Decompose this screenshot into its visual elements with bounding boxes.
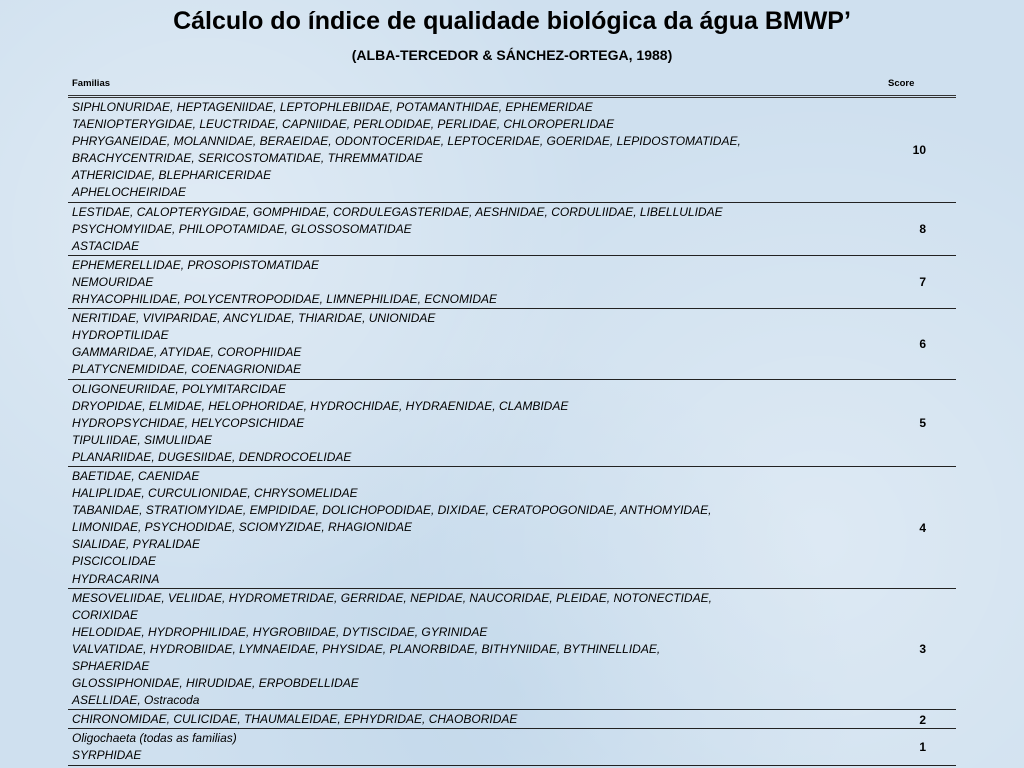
family-line: HYDROPSYCHIDAE, HELYCOPSICHIDAE bbox=[72, 415, 305, 430]
table-row-score-5 bbox=[68, 381, 956, 467]
page-title: Cálculo do índice de qualidade biológica da água BMWP’ bbox=[173, 7, 851, 35]
family-line: CHIRONOMIDAE, CULICIDAE, THAUMALEIDAE, EPHYDRIDAE, CHAOBORIDAE bbox=[72, 712, 518, 727]
table-row-score-2 bbox=[68, 711, 956, 729]
family-list bbox=[68, 204, 892, 255]
family-list bbox=[68, 711, 892, 728]
bmwp-table bbox=[68, 95, 956, 766]
family-line bbox=[72, 692, 892, 709]
score-value: 3 bbox=[919, 642, 926, 657]
table-row-score-1 bbox=[68, 730, 956, 765]
family-line: RHYACOPHILIDAE, POLYCENTROPODIDAE, LIMNEPHILIDAE, ECNOMIDAE bbox=[72, 292, 497, 307]
score-value: 2 bbox=[919, 712, 926, 727]
table-row-score-6 bbox=[68, 310, 956, 379]
family-line: PSYCHOMYIIDAE, PHILOPOTAMIDAE, GLOSSOSOMATIDAE bbox=[72, 221, 412, 236]
page-subtitle: (ALBA-TERCEDOR & SÁNCHEZ-ORTEGA, 1988) bbox=[351, 47, 673, 63]
family-line: GLOSSIPHONIDAE, HIRUDIDAE, ERPOBDELLIDAE bbox=[72, 676, 359, 691]
score-value: 7 bbox=[919, 275, 926, 290]
family-line: ASTACIDAE bbox=[72, 238, 140, 253]
family-line: BRACHYCENTRIDAE, SERICOSTOMATIDAE, THREMMATIDAE bbox=[72, 151, 423, 166]
table-row-score-4 bbox=[68, 468, 956, 589]
column-header-families: Familias bbox=[72, 78, 111, 89]
score-value: 4 bbox=[919, 520, 926, 535]
family-list bbox=[68, 468, 892, 588]
family-line: NERITIDAE, VIVIPARIDAE, ANCYLIDAE, THIARIDAE, UNIONIDAE bbox=[72, 311, 436, 326]
score-value: 6 bbox=[919, 337, 926, 352]
family-line: APHELOCHEIRIDAE bbox=[72, 185, 187, 200]
family-line: CORIXIDAE bbox=[72, 607, 139, 622]
table-row-score-8 bbox=[68, 204, 956, 256]
family-line: PLATYCNEMIDIDAE, COENAGRIONIDAE bbox=[72, 362, 302, 377]
score-value: 8 bbox=[919, 222, 926, 237]
species-name: Ostracoda bbox=[144, 693, 200, 708]
family-line: HALIPLIDAE, CURCULIONIDAE, CHRYSOMELIDAE bbox=[72, 486, 358, 501]
table-row-score-3 bbox=[68, 590, 956, 711]
family-line: SYRPHIDAE bbox=[72, 748, 142, 763]
family-line: VALVATIDAE, HYDROBIIDAE, LYMNAEIDAE, PHYSIDAE, PLANORBIDAE, BITHYNIIDAE, BYTHINELLIDAE, bbox=[72, 641, 661, 656]
family-line: BAETIDAE, CAENIDAE bbox=[72, 468, 200, 483]
family-name: ASELLIDAE, bbox=[72, 693, 145, 708]
table-row-score-10 bbox=[68, 99, 956, 203]
family-list bbox=[68, 310, 892, 378]
score-value: 10 bbox=[912, 143, 926, 158]
family-list bbox=[68, 730, 892, 764]
family-line: DRYOPIDAE, ELMIDAE, HELOPHORIDAE, HYDROCHIDAE, HYDRAENIDAE, CLAMBIDAE bbox=[72, 398, 569, 413]
family-line: HYDROPTILIDAE bbox=[72, 328, 169, 343]
family-line: SIALIDAE, PYRALIDAE bbox=[72, 537, 201, 552]
family-line: PLANARIIDAE, DUGESIIDAE, DENDROCOELIDAE bbox=[72, 449, 352, 464]
family-line: OLIGONEURIIDAE, POLYMITARCIDAE bbox=[72, 381, 287, 396]
family-list bbox=[68, 381, 892, 466]
family-line: ATHERICIDAE, BLEPHARICERIDAE bbox=[72, 168, 272, 183]
family-line: Oligochaeta (todas as familias) bbox=[72, 731, 237, 746]
family-line: MESOVELIIDAE, VELIIDAE, HYDROMETRIDAE, GERRIDAE, NEPIDAE, NAUCORIDAE, PLEIDAE, NOTONECTIDAE, bbox=[72, 590, 712, 605]
family-line: LESTIDAE, CALOPTERYGIDAE, GOMPHIDAE, CORDULEGASTERIDAE, AESHNIDAE, CORDULIIDAE, LIBELLULIDAE bbox=[72, 204, 723, 219]
column-header-score: Score bbox=[888, 78, 915, 89]
family-line: PHRYGANEIDAE, MOLANNIDAE, BERAEIDAE, ODONTOCERIDAE, LEPTOCERIDAE, GOERIDAE, LEPIDOSTOMATIDAE, bbox=[72, 134, 741, 149]
family-line: NEMOURIDAE bbox=[72, 274, 154, 289]
family-line: HYDRACARINA bbox=[72, 571, 160, 586]
family-list bbox=[68, 99, 892, 202]
score-value: 5 bbox=[919, 416, 926, 431]
family-line: HELODIDAE, HYDROPHILIDAE, HYGROBIIDAE, DYTISCIDAE, GYRINIDAE bbox=[72, 624, 488, 639]
family-line: PISCICOLIDAE bbox=[72, 554, 157, 569]
family-line: EPHEMERELLIDAE, PROSOPISTOMATIDAE bbox=[72, 257, 319, 272]
family-line: SPHAERIDAE bbox=[72, 659, 150, 673]
table-row-score-7 bbox=[68, 257, 956, 309]
family-line: LIMONIDAE, PSYCHODIDAE, SCIOMYZIDAE, RHAGIONIDAE bbox=[72, 520, 413, 535]
family-line: TIPULIIDAE, SIMULIIDAE bbox=[72, 432, 213, 447]
score-value: 1 bbox=[919, 740, 926, 755]
family-line: SIPHLONURIDAE, HEPTAGENIIDAE, LEPTOPHLEBIIDAE, POTAMANTHIDAE, EPHEMERIDAE bbox=[72, 100, 593, 114]
family-list bbox=[68, 257, 892, 308]
family-line: TAENIOPTERYGIDAE, LEUCTRIDAE, CAPNIIDAE, PERLODIDAE, PERLIDAE, CHLOROPERLIDAE bbox=[72, 117, 615, 132]
family-line: TABANIDAE, STRATIOMYIDAE, EMPIDIDAE, DOLICHOPODIDAE, DIXIDAE, CERATOPOGONIDAE, ANTHOMYIDAE, bbox=[72, 503, 712, 518]
family-line: GAMMARIDAE, ATYIDAE, COROPHIIDAE bbox=[72, 345, 302, 360]
family-list bbox=[68, 590, 892, 710]
